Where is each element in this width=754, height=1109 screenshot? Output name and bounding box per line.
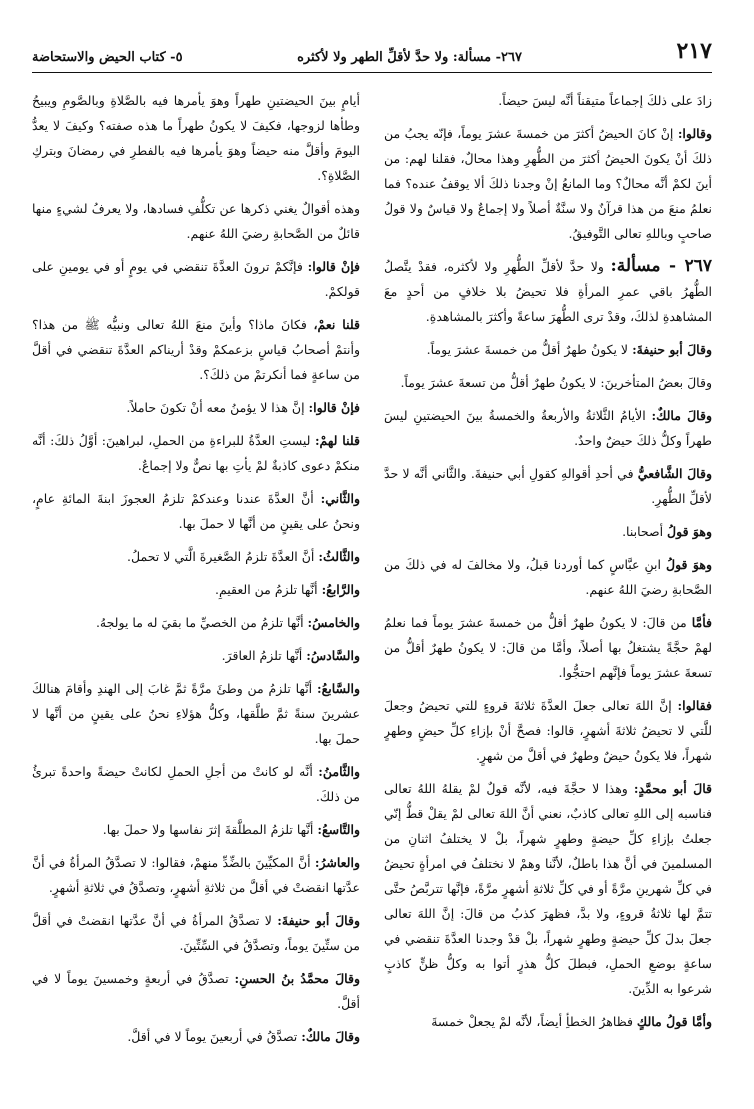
- paragraph: [32, 676, 360, 751]
- paragraph: [32, 1024, 360, 1049]
- paragraph: [32, 643, 360, 668]
- paragraph-text: من قالَ: لا يكونُ طهرٌ أقلُّ من خمسةَ عشرَ يوماً فما نعلمُ لهمْ حجَّةً يشتغلُ بها أصلاً، وأمَّا من قالَ: لا يكونُ طهرٌ أقلُّ من تسعةَ عشرَ يوماً فإنَّهم احتجُّوا.: [384, 615, 712, 680]
- paragraph-text: أنَّ العدَّةَ تلزمُ الصَّغيرةَ الَّتي لا تحملُ.: [127, 549, 315, 564]
- paragraph: [384, 519, 712, 544]
- paragraph-text: أيامٍ بينَ الحيضتينِ طهراً وهوَ يأمرها فيه بالصَّلاةِ وبالصَّومِ ويبيحُ وطأها لزوجها، فكيفَ لا يكونُ طهراً ما هذه صفته؟ وكيفَ لا يعدُّ اليومَ وأقلَّ منه حيضاً وهوَ يأمرها فيه بالفطرِ في رمضانَ وبتركِ الصَّلاةِ؟.: [32, 93, 360, 183]
- chapter-title: ٥- كتاب الحيض والاستحاضة: [32, 50, 183, 65]
- paragraph-text: ابنِ عبَّاسٍ كما أوردنا قبلُ، ولا مخالفَ له في ذلكَ من الصَّحابةِ رضيَ اللهُ عنهم.: [384, 557, 712, 597]
- paragraph: [32, 577, 360, 602]
- paragraph: [384, 610, 712, 685]
- paragraph: [384, 693, 712, 768]
- paragraph: [384, 88, 712, 113]
- paragraph-label: قلنا نعمْ،: [313, 317, 360, 332]
- paragraph: [32, 817, 360, 842]
- paragraph-label: وقالَ الشَّافعيُّ: [637, 466, 712, 481]
- paragraph-text: أنَّ العدَّةَ عندنا وعندكمْ تلزمُ العجوزَ ابنةَ المائةِ عامٍ، ونحنُ على يقينٍ من أنَّها لا حملَ بها.: [32, 491, 360, 531]
- paragraph-text: وقالَ بعضُ المتأخرينَ: لا يكونُ طهرٌ أقلُّ من تسعةَ عشرَ يوماً.: [400, 375, 712, 390]
- paragraph-text: لا تصدَّقُ المرأةُ في أنَّ عدَّتها انقضتْ في أقلَّ من ستِّينَ يوماً، وتصدَّقُ في السِّتِّينَ.: [32, 913, 360, 953]
- paragraph: [32, 196, 360, 246]
- paragraph-text: فإنَّكمْ ترونَ العدَّةَ تنقضي في يومٍ أو في يومينِ على قولكمْ.: [32, 259, 360, 299]
- paragraph-text: الأيامُ الثَّلاثةُ والأربعةُ والخمسةُ بينَ الحيضتينِ ليسَ طهراً وكلُّ ذلكَ حيضٌ واحدٌ.: [384, 408, 712, 448]
- paragraph-text: لا يكونُ طهرٌ أقلُّ من خمسةَ عشرَ يوماً.: [426, 342, 629, 357]
- paragraph-label: قلنا لهمْ:: [314, 433, 360, 448]
- paragraph-text: أنَّها تلزمُ المطلَّقةَ إثرَ نفاسها ولا حملَ بها.: [102, 822, 314, 837]
- paragraph-label: والثَّامنُ:: [318, 764, 360, 779]
- running-header: [32, 30, 712, 80]
- paragraph-text: فظاهرُ الخطأِ أيضاً، لأنَّه لمْ يجعلْ خمسةَ: [431, 1014, 633, 1029]
- paragraph-text: أنَّها تلزمُ من وطئَ مرَّةً ثمَّ غابَ إلى الهندِ وأقامَ هنالكَ عشرينَ سنةً ثمَّ طلَّقها، وكلُّ هؤلاءِ نحنُ على يقينٍ من أنَّها لا حملَ بها.: [32, 681, 360, 746]
- paragraph-text: وهذا لا حجَّةَ فيه، لأنَّه قولٌ لمْ يقلهُ اللهُ تعالى فناسبه إلى اللهِ تعالى كاذبٌ، نعني أنَّ اللهَ تعالى لمْ يقلْ قطُّ إنّي جعلتُ بإزاءِ كلِّ حيضةٍ وطهرٍ شهراً، بلْ لا يختلفُ اثنانِ من المسلمينَ في أنَّ هذا باطلٌ، لأنَّنا وهمْ لا نختلفُ في امرأةٍ تحيضُ في كلِّ شهرينِ مرَّةً أو في كلِّ ثلاثةِ أشهرٍ مرَّةً، فإنَّها تتربَّصُ حتَّى تتمَّ لها ثلاثةُ قروءٍ، ولا بدَّ، فظهرَ كذبُ من قالَ: إنَّ اللهَ تعالى جعلَ بدلَ كلِّ حيضةٍ وطهرٍ شهراً، بلْ قدْ وجدنا العدَّةَ تنقضي في ساعةٍ بوضعِ الحملِ، فبطلَ كلُّ هذرٍ أتوا به وكلُّ ظنٍّ كاذبٍ شرعوا به الدِّينَ.: [384, 781, 712, 996]
- paragraph: [384, 776, 712, 1001]
- paragraph: [32, 759, 360, 809]
- paragraph: [32, 966, 360, 1016]
- paragraph: [32, 486, 360, 536]
- paragraph-text: أنَّها تلزمُ العاقرَ.: [221, 648, 303, 663]
- paragraph: [32, 254, 360, 304]
- paragraph-label: وقالَ أبو حنيفةَ:: [632, 342, 712, 357]
- paragraph-text: زادَ على ذلكَ إجماعاً متيقناً أنَّه ليسَ حيضاً.: [498, 93, 712, 108]
- paragraph-text: ولا حدَّ لأقلِّ الطُّهرِ ولا لأكثره، فقدْ يتَّصلُ الطُّهرُ باقي عمرِ المرأةِ فلا تحيضُ بلا خلافٍ من أحدٍ معَ المشاهدةِ لذلكَ، وقدْ ترى الطُّهرَ ساعةً وأكثرَ بالمشاهدةِ.: [384, 259, 712, 324]
- paragraph-label: والثَّاني:: [320, 491, 360, 506]
- paragraph-label: فأمَّا: [691, 615, 712, 630]
- paragraph: [384, 337, 712, 362]
- paragraph-label: والسَّادسُ:: [306, 648, 360, 663]
- paragraph-label: وقالَ محمَّدُ بنُ الحسنِ:: [234, 971, 360, 986]
- paragraph-label: وهوَ قولُ: [666, 557, 712, 572]
- page-number: ٢١٧: [676, 38, 712, 64]
- paragraph-label: وقالَ مالكٌ:: [301, 1029, 360, 1044]
- paragraph-label: وقالَ أبو حنيفةَ:: [277, 913, 360, 928]
- paragraph: [32, 88, 360, 188]
- running-title: ٢٦٧- مسألة: ولا حدَّ لأقلِّ الطهر ولا لأكثره: [297, 50, 522, 65]
- paragraph: [384, 370, 712, 395]
- paragraph-label: قالَ أبو محمَّدٍ:: [633, 781, 712, 796]
- paragraph: [384, 461, 712, 511]
- issue-heading: ٢٦٧ - مسألة:: [610, 256, 712, 276]
- paragraph-text: تصدَّقُ في أربعةٍ وخمسينَ يوماً لا في أقلَّ.: [32, 971, 360, 1011]
- paragraph-text: أصحابنا.: [622, 524, 664, 539]
- paragraph: [384, 403, 712, 453]
- paragraph: [32, 850, 360, 900]
- paragraph-text: أنَّ المكيِّينَ بالضِّدِّ منهمْ، فقالوا: لا تصدَّقُ المرأةُ في أنَّ عدَّتها انقضتْ في أقلَّ من ثلاثةِ أشهرٍ، وتصدَّقُ في ثلاثةِ أشهرٍ.: [32, 855, 360, 895]
- paragraph-text: وهذه أقوالٌ يغني ذكرها عن تكلُّفِ فسادها، ولا يعرفُ لشيءٍ منها قائلٌ من الصَّحابةِ رضيَ اللهُ عنهم.: [32, 201, 360, 241]
- paragraph-text: إنَّ هذا لا يؤمنُ معه أنْ تكونَ حاملاً.: [126, 400, 305, 415]
- paragraph-label: والتَّاسعُ:: [317, 822, 360, 837]
- paragraph-label: وهوَ قولُ: [667, 524, 712, 539]
- paragraph-label: والعاشرُ:: [314, 855, 360, 870]
- paragraph: [384, 121, 712, 246]
- paragraph-label: فإنْ قالوا:: [308, 400, 360, 415]
- paragraph: [32, 312, 360, 387]
- paragraph-label: والسَّابعُ:: [316, 681, 360, 696]
- paragraph-label: والرَّابعُ:: [321, 582, 360, 597]
- paragraph-label: فقالوا:: [677, 698, 712, 713]
- paragraph-label: والخامسُ:: [307, 615, 360, 630]
- left-column: [32, 88, 360, 1088]
- paragraph: [384, 1009, 712, 1034]
- paragraph-label: والثَّالثُ:: [318, 549, 360, 564]
- paragraph: [32, 544, 360, 569]
- paragraph-label: وأمَّا قولُ مالكٍ: [636, 1014, 712, 1029]
- paragraph-label: وقالوا:: [677, 126, 712, 141]
- right-column: [384, 88, 712, 1088]
- paragraph-text: فكانَ ماذا؟ وأينَ منعَ اللهُ تعالى ونبيُّه ﷺ من هذا؟ وأنتمْ أصحابُ قياسٍ بزعمكمْ وقدْ أريناكم العدَّةَ تنقضي في أقلَّ من ساعةٍ فما أنكرتمْ من ذلكَ؟.: [32, 317, 360, 382]
- paragraph: [32, 610, 360, 635]
- issue-paragraph: [384, 254, 712, 329]
- paragraph-text: أنَّه لو كانتْ من أجلِ الحملِ لكانتْ حيضةً واحدةً تبرئُ من ذلكَ.: [32, 764, 360, 804]
- paragraph: [32, 428, 360, 478]
- paragraph-label: فإنْ قالوا:: [307, 259, 360, 274]
- paragraph-text: أنَّها تلزمُ من العقيمِ.: [214, 582, 318, 597]
- paragraph-text: إنَّ اللهَ تعالى جعلَ العدَّةَ ثلاثةَ قروءٍ للتي تحيضُ وجعلَ للَّتي لا تحيضُ ثلاثةَ أشهرٍ، قالوا: فصحَّ أنْ بإزاءِ كلِّ حيضٍ وطهرٍ شهراً، فلا يكونُ حيضٌ وطهرٌ في أقلَّ من شهرٍ.: [384, 698, 712, 763]
- paragraph-text: إنْ كانَ الحيضُ أكثرَ من خمسةَ عشرَ يوماً، فإنّه يجبُ من ذلكَ أنْ يكونَ الحيضُ أكثرَ من الطُّهرِ وهذا محالٌ، فقلنا لهم: من أينَ لكمْ أنَّه محالٌ؟ وما المانعُ إنْ وجدنا ذلكَ ألا يوقفُ عنده؟ فما نعلمُ منعَ من هذا قرآنٌ ولا سنَّةٌ أصلاً ولا إجماعٌ ولا قياسٌ ولا قولُ صاحبٍ وباللهِ تعالى التَّوفيقُ.: [384, 126, 712, 241]
- paragraph: [384, 552, 712, 602]
- header-rule: [32, 72, 712, 73]
- paragraph-label: وقالَ مالكٌ:: [651, 408, 712, 423]
- paragraph-text: تصدَّقُ في أربعينَ يوماً لا في أقلَّ.: [127, 1029, 298, 1044]
- paragraph: [32, 395, 360, 420]
- paragraph: [32, 908, 360, 958]
- paragraph-text: أنَّها تلزمُ من الخصيِّ ما بقيَ له ما يولجهُ.: [95, 615, 304, 630]
- paragraph-text: في أحدِ أقوالهِ كقولِ أبي حنيفةَ. والثَّاني أنَّه لا حدَّ لأقلِّ الطُّهرِ.: [384, 466, 712, 506]
- paragraph-text: ليستِ العدَّةُ للبراءةِ من الحملِ، لبراهينَ: أوَّلُ ذلكَ: أنَّه منكمْ دعوى كاذبةٌ لمْ يأتِ بها نصٌّ ولا إجماعٌ.: [32, 433, 360, 473]
